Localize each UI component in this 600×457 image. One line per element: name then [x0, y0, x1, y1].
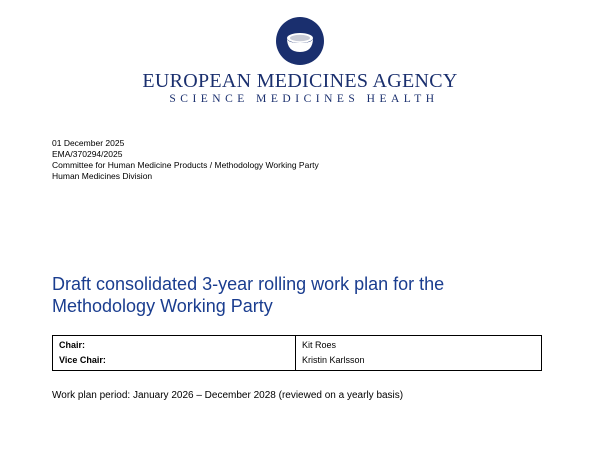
document-meta — [52, 138, 319, 182]
role-person: Kristin Karlsson — [296, 353, 542, 371]
role-person: Kit Roes — [296, 336, 542, 354]
document-reference: EMA/370294/2025 — [52, 149, 123, 159]
document-title — [52, 273, 552, 317]
ema-emblem-icon — [275, 16, 325, 66]
work-plan-period: Work plan period: January 2026 – December 2028 (reviewed on a yearly basis) — [52, 390, 404, 401]
role-label: Vice Chair: — [53, 353, 296, 371]
agency-name: EUROPEAN MEDICINES AGENCY — [142, 70, 458, 92]
roles-table — [52, 335, 542, 371]
document-date: 01 December 2025 — [52, 138, 125, 148]
table-row — [53, 353, 542, 371]
agency-tagline: SCIENCE MEDICINES HEALTH — [169, 93, 439, 105]
division-name: Human Medicines Division — [52, 171, 153, 181]
document-title-line-1: Draft consolidated 3-year rolling work plan for the — [52, 274, 445, 294]
agency-logo — [0, 16, 600, 106]
document-title-line-2: Methodology Working Party — [52, 296, 273, 316]
committee-name: Committee for Human Medicine Products / Methodology Working Party — [52, 160, 319, 170]
table-row — [53, 336, 542, 354]
role-label: Chair: — [53, 336, 296, 354]
